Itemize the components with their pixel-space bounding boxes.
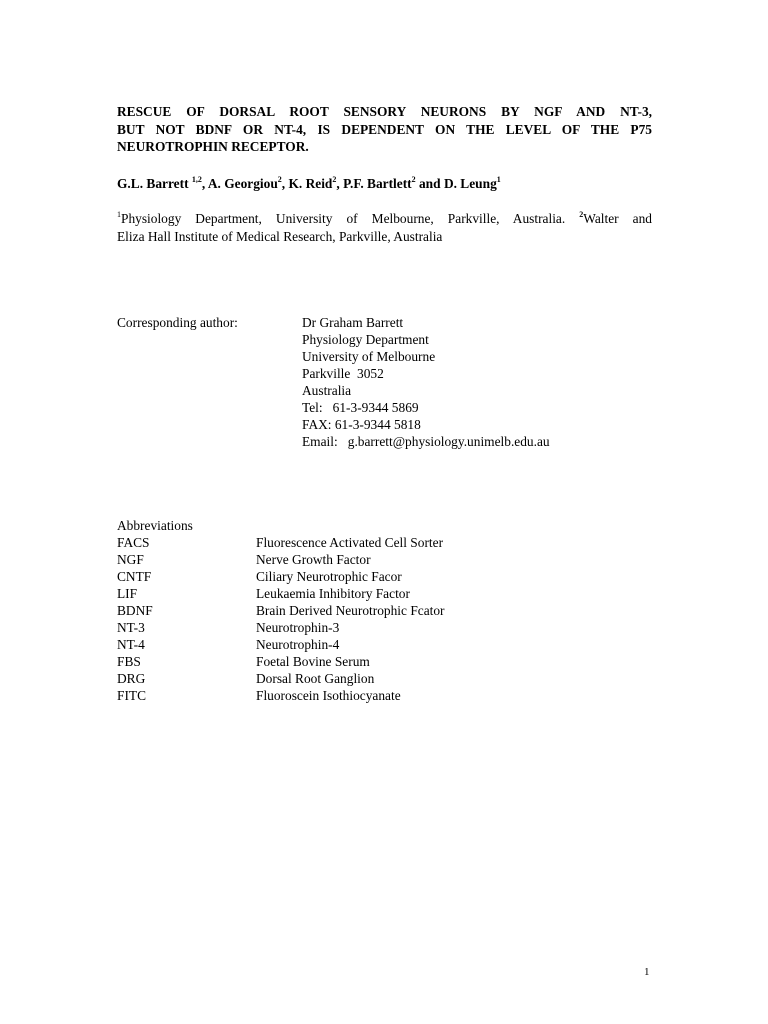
abbreviation-definition: Nerve Growth Factor: [256, 552, 371, 567]
contact-department: Physiology Department: [302, 332, 429, 347]
contact-telephone: Tel: 61-3-9344 5869: [302, 400, 419, 415]
abbreviation-term: DRG: [117, 671, 146, 686]
abbreviation-term: FITC: [117, 688, 147, 703]
abbreviation-definition: Fluoroscein Isothiocyanate: [256, 688, 401, 703]
abbreviations-table: [117, 534, 445, 704]
author-name: K. Reid: [288, 176, 333, 191]
affiliation-text: Walter and: [583, 211, 652, 226]
contact-fax: FAX: 61-3-9344 5818: [302, 417, 421, 432]
author-name: G.L. Barrett: [117, 176, 192, 191]
contact-name: Dr Graham Barrett: [302, 315, 404, 330]
abbreviation-term: CNTF: [117, 569, 152, 584]
abbreviation-term: FBS: [117, 654, 141, 669]
affiliation-line: Eliza Hall Institute of Medical Research, Parkville, Australia: [117, 229, 443, 244]
abbreviation-row: [117, 653, 445, 670]
affiliation-line: [117, 210, 652, 228]
abbreviation-row: [117, 551, 445, 568]
abbreviation-row: [117, 636, 445, 653]
author-name: A. Georgiou: [207, 176, 278, 191]
contact-email: Email: g.barrett@physiology.unimelb.edu.au: [302, 434, 550, 449]
author-affiliation-mark: 1,2: [191, 175, 202, 184]
affiliation-mark: 1: [117, 210, 121, 219]
title-line: BUT NOT BDNF OR NT-4, IS DEPENDENT ON THE LEVEL OF THE P75: [117, 121, 652, 137]
author-list: [117, 176, 501, 192]
author-name: D. Leung: [443, 176, 497, 191]
author-affiliation-mark: 2: [277, 175, 282, 184]
abbreviation-term: LIF: [117, 586, 138, 601]
author-separator: ,: [281, 176, 289, 191]
abbreviation-definition: Brain Derived Neurotrophic Fcator: [256, 603, 445, 618]
abbreviation-row: [117, 568, 445, 585]
affiliations: [117, 210, 652, 246]
abbreviations-heading: Abbreviations: [117, 518, 193, 533]
abbreviation-term: BDNF: [117, 603, 153, 618]
page-number: 1: [644, 966, 650, 978]
abbreviation-row: [117, 619, 445, 636]
abbreviation-definition: Neurotrophin-3: [256, 620, 340, 635]
abbreviation-definition: Ciliary Neurotrophic Facor: [256, 569, 402, 584]
title-line: NEUROTROPHIN RECEPTOR.: [117, 139, 309, 154]
abbreviation-definition: Fluorescence Activated Cell Sorter: [256, 535, 444, 550]
affiliation-text: Physiology Department, University of Melbourne, Parkville, Australia.: [121, 211, 580, 226]
abbreviation-definition: Dorsal Root Ganglion: [256, 671, 375, 686]
contact-city: Parkville 3052: [302, 366, 384, 381]
author-affiliation-mark: 2: [332, 175, 337, 184]
author-separator: and: [415, 176, 444, 191]
affiliation-mark: 2: [579, 210, 584, 219]
abbreviation-term: NT-3: [117, 620, 145, 635]
abbreviation-row: [117, 670, 445, 687]
author-separator: ,: [201, 176, 208, 191]
abbreviation-row: [117, 534, 445, 551]
abbreviation-row: [117, 585, 445, 602]
abbreviation-definition: Foetal Bovine Serum: [256, 654, 370, 669]
author-affiliation-mark: 2: [411, 175, 416, 184]
abbreviation-definition: Leukaemia Inhibitory Factor: [256, 586, 410, 601]
contact-country: Australia: [302, 383, 352, 398]
title-line: RESCUE OF DORSAL ROOT SENSORY NEURONS BY NGF AND NT-3,: [117, 104, 652, 119]
abbreviation-definition: Neurotrophin-4: [256, 637, 340, 652]
abbreviation-term: FACS: [117, 535, 150, 550]
corresponding-author-details: [302, 314, 550, 450]
author-affiliation-mark: 1: [496, 175, 501, 184]
abbreviation-term: NGF: [117, 552, 144, 567]
paper-title: [117, 103, 652, 156]
author-separator: ,: [336, 176, 344, 191]
abbreviation-row: [117, 602, 445, 619]
contact-institution: University of Melbourne: [302, 349, 436, 364]
author-name: P.F. Bartlett: [343, 176, 412, 191]
abbreviation-term: NT-4: [117, 637, 145, 652]
abbreviation-row: [117, 687, 445, 704]
corresponding-author-label: Corresponding author:: [117, 315, 238, 330]
